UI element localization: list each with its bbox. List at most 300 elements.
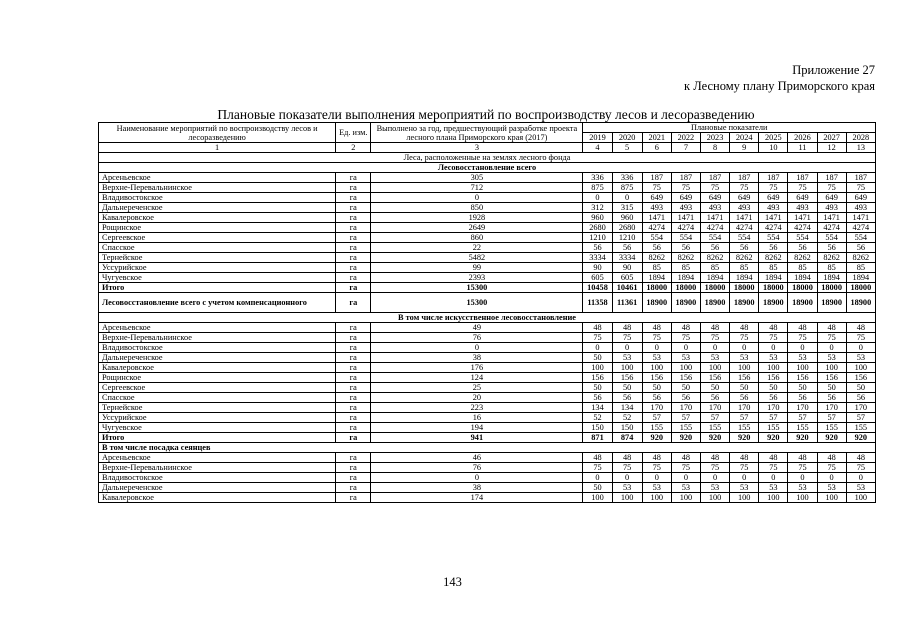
- column-number: 9: [730, 143, 759, 153]
- table-row: [99, 243, 876, 253]
- row-done-value: 25: [371, 383, 583, 393]
- row-plan-value: 150: [583, 423, 612, 433]
- row-plan-value: 1471: [671, 213, 700, 223]
- table-row: [99, 453, 876, 463]
- row-plan-value: 57: [846, 413, 875, 423]
- row-name: Верхне-Перевальнинское: [99, 463, 336, 473]
- row-plan-value: 554: [788, 233, 817, 243]
- row-plan-value: 75: [700, 333, 729, 343]
- row-plan-value: 1894: [817, 273, 846, 283]
- row-plan-value: 53: [671, 353, 700, 363]
- row-unit: га: [336, 473, 371, 483]
- row-plan-value: 920: [700, 433, 729, 443]
- row-plan-value: 90: [612, 263, 642, 273]
- row-plan-value: 0: [642, 473, 671, 483]
- row-plan-value: 50: [642, 383, 671, 393]
- row-plan-value: 56: [612, 393, 642, 403]
- row-unit: га: [336, 363, 371, 373]
- row-plan-value: 53: [759, 353, 788, 363]
- column-number: 1: [99, 143, 336, 153]
- row-plan-value: 1894: [759, 273, 788, 283]
- row-done-value: 99: [371, 263, 583, 273]
- row-plan-value: 85: [671, 263, 700, 273]
- row-unit: га: [336, 463, 371, 473]
- row-plan-value: 48: [671, 323, 700, 333]
- reforestation-table: [98, 122, 876, 503]
- row-plan-value: 18000: [788, 283, 817, 293]
- year-header: 2028: [846, 133, 875, 143]
- table-row: [99, 283, 876, 293]
- document-title: Плановые показатели выполнения мероприятий по воспроизводству лесов и лесоразведению: [217, 107, 755, 122]
- row-plan-value: 18000: [730, 283, 759, 293]
- column-number: 3: [371, 143, 583, 153]
- row-plan-value: 56: [817, 243, 846, 253]
- row-plan-value: 1894: [700, 273, 729, 283]
- row-plan-value: 48: [612, 453, 642, 463]
- row-plan-value: 18900: [671, 293, 700, 313]
- column-number: 5: [612, 143, 642, 153]
- row-plan-value: 50: [583, 483, 612, 493]
- row-name: Рощинское: [99, 373, 336, 383]
- row-plan-value: 18900: [700, 293, 729, 313]
- row-plan-value: 57: [700, 413, 729, 423]
- row-plan-value: 56: [730, 243, 759, 253]
- row-plan-value: 50: [671, 383, 700, 393]
- page-number: 143: [443, 575, 462, 589]
- row-plan-value: 18900: [846, 293, 875, 313]
- year-header: 2021: [642, 133, 671, 143]
- row-plan-value: 48: [583, 453, 612, 463]
- row-plan-value: 0: [759, 343, 788, 353]
- row-plan-value: 0: [817, 473, 846, 483]
- row-plan-value: 53: [788, 483, 817, 493]
- row-plan-value: 50: [583, 353, 612, 363]
- row-plan-value: 75: [759, 183, 788, 193]
- row-unit: га: [336, 373, 371, 383]
- column-number: 4: [583, 143, 612, 153]
- row-plan-value: 150: [612, 423, 642, 433]
- row-plan-value: 1471: [642, 213, 671, 223]
- row-plan-value: 48: [846, 323, 875, 333]
- table-row: [99, 183, 876, 193]
- row-plan-value: 336: [612, 173, 642, 183]
- row-plan-value: 90: [583, 263, 612, 273]
- row-plan-value: 920: [846, 433, 875, 443]
- row-plan-value: 960: [612, 213, 642, 223]
- row-plan-value: 554: [817, 233, 846, 243]
- row-done-value: 46: [371, 453, 583, 463]
- row-plan-value: 18000: [642, 283, 671, 293]
- row-name: Владивостокское: [99, 473, 336, 483]
- row-done-value: 22: [371, 243, 583, 253]
- table-row: [99, 333, 876, 343]
- row-plan-value: 649: [846, 193, 875, 203]
- row-plan-value: 75: [730, 183, 759, 193]
- row-plan-value: 48: [642, 453, 671, 463]
- row-plan-value: 50: [583, 383, 612, 393]
- row-unit: га: [336, 453, 371, 463]
- row-plan-value: 50: [788, 383, 817, 393]
- row-plan-value: 649: [642, 193, 671, 203]
- row-plan-value: 48: [612, 323, 642, 333]
- row-plan-value: 56: [671, 243, 700, 253]
- row-plan-value: 100: [612, 493, 642, 503]
- row-plan-value: 75: [612, 463, 642, 473]
- row-plan-value: 56: [700, 393, 729, 403]
- row-done-value: 2393: [371, 273, 583, 283]
- row-plan-value: 57: [642, 413, 671, 423]
- table-row: [99, 423, 876, 433]
- row-plan-value: 75: [759, 463, 788, 473]
- row-plan-value: 554: [671, 233, 700, 243]
- row-plan-value: 75: [671, 183, 700, 193]
- row-plan-value: 75: [730, 463, 759, 473]
- row-plan-value: 56: [846, 243, 875, 253]
- row-plan-value: 187: [759, 173, 788, 183]
- row-plan-value: 134: [612, 403, 642, 413]
- row-plan-value: 0: [583, 193, 612, 203]
- row-plan-value: 156: [788, 373, 817, 383]
- column-numbers-row: [99, 143, 876, 153]
- row-unit: га: [336, 233, 371, 243]
- row-plan-value: 50: [730, 383, 759, 393]
- row-plan-value: 155: [759, 423, 788, 433]
- row-plan-value: 155: [642, 423, 671, 433]
- row-plan-value: 0: [846, 343, 875, 353]
- row-plan-value: 493: [642, 203, 671, 213]
- row-plan-value: 156: [700, 373, 729, 383]
- row-plan-value: 18900: [642, 293, 671, 313]
- row-plan-value: 156: [846, 373, 875, 383]
- row-done-value: 15300: [371, 283, 583, 293]
- row-plan-value: 100: [671, 493, 700, 503]
- row-plan-value: 48: [730, 453, 759, 463]
- row-plan-value: 53: [730, 483, 759, 493]
- row-plan-value: 0: [612, 473, 642, 483]
- row-plan-value: 53: [642, 483, 671, 493]
- row-name: Спасское: [99, 243, 336, 253]
- column-number: 11: [788, 143, 817, 153]
- row-plan-value: 75: [612, 333, 642, 343]
- row-plan-value: 920: [642, 433, 671, 443]
- row-unit: га: [336, 293, 371, 313]
- row-name: Уссурийское: [99, 413, 336, 423]
- row-unit: га: [336, 413, 371, 423]
- row-plan-value: 1471: [700, 213, 729, 223]
- row-plan-value: 605: [612, 273, 642, 283]
- row-plan-value: 1471: [788, 213, 817, 223]
- row-name: Арсеньевское: [99, 173, 336, 183]
- row-plan-value: 554: [700, 233, 729, 243]
- row-plan-value: 10461: [612, 283, 642, 293]
- table-row: [99, 463, 876, 473]
- row-done-value: 0: [371, 343, 583, 353]
- table-row: [99, 433, 876, 443]
- table-row: [99, 353, 876, 363]
- row-plan-value: 875: [583, 183, 612, 193]
- row-plan-value: 75: [642, 183, 671, 193]
- row-plan-value: 1894: [788, 273, 817, 283]
- row-plan-value: 56: [788, 393, 817, 403]
- row-plan-value: 493: [846, 203, 875, 213]
- row-plan-value: 156: [730, 373, 759, 383]
- table-row: [99, 483, 876, 493]
- row-done-value: 0: [371, 473, 583, 483]
- row-unit: га: [336, 393, 371, 403]
- row-plan-value: 920: [759, 433, 788, 443]
- row-plan-value: 170: [788, 403, 817, 413]
- appendix-label: Приложение 27: [792, 63, 875, 77]
- row-plan-value: 56: [612, 243, 642, 253]
- table-row: [99, 173, 876, 183]
- row-done-value: 305: [371, 173, 583, 183]
- row-plan-value: 4274: [817, 223, 846, 233]
- row-plan-value: 48: [817, 453, 846, 463]
- row-plan-value: 170: [671, 403, 700, 413]
- row-name: Владивостокское: [99, 343, 336, 353]
- row-name: Уссурийское: [99, 263, 336, 273]
- row-plan-value: 75: [700, 183, 729, 193]
- row-done-value: 49: [371, 323, 583, 333]
- row-plan-value: 0: [730, 343, 759, 353]
- row-done-value: 174: [371, 493, 583, 503]
- row-done-value: 5482: [371, 253, 583, 263]
- row-unit: га: [336, 173, 371, 183]
- row-plan-value: 53: [700, 353, 729, 363]
- row-name: Кавалеровское: [99, 493, 336, 503]
- year-header: 2023: [700, 133, 729, 143]
- row-plan-value: 874: [612, 433, 642, 443]
- year-header: 2019: [583, 133, 612, 143]
- row-done-value: 20: [371, 393, 583, 403]
- row-plan-value: 48: [583, 323, 612, 333]
- row-plan-value: 48: [700, 323, 729, 333]
- row-plan-value: 18900: [759, 293, 788, 313]
- row-plan-value: 10458: [583, 283, 612, 293]
- appendix-reference: к Лесному плану Приморского края: [684, 79, 875, 93]
- row-done-value: 850: [371, 203, 583, 213]
- row-plan-value: 85: [730, 263, 759, 273]
- row-plan-value: 18000: [759, 283, 788, 293]
- table-row: [99, 323, 876, 333]
- row-plan-value: 1210: [583, 233, 612, 243]
- row-name: Сергеевское: [99, 233, 336, 243]
- row-unit: га: [336, 253, 371, 263]
- row-plan-value: 170: [817, 403, 846, 413]
- row-plan-value: 75: [817, 463, 846, 473]
- row-done-value: 176: [371, 363, 583, 373]
- row-plan-value: 920: [671, 433, 700, 443]
- row-plan-value: 50: [846, 383, 875, 393]
- row-name: Верхне-Перевальнинское: [99, 333, 336, 343]
- row-plan-value: 1471: [817, 213, 846, 223]
- row-name: Итого: [99, 433, 336, 443]
- row-plan-value: 493: [730, 203, 759, 213]
- row-unit: га: [336, 483, 371, 493]
- row-done-value: 76: [371, 333, 583, 343]
- table-row: [99, 203, 876, 213]
- row-plan-value: 100: [730, 363, 759, 373]
- row-plan-value: 75: [817, 183, 846, 193]
- row-plan-value: 920: [788, 433, 817, 443]
- row-plan-value: 56: [788, 243, 817, 253]
- column-header-plan: Плановые показатели: [583, 123, 876, 133]
- table-row: [99, 493, 876, 503]
- row-plan-value: 100: [846, 493, 875, 503]
- row-plan-value: 2680: [612, 223, 642, 233]
- row-plan-value: 1894: [730, 273, 759, 283]
- row-plan-value: 170: [759, 403, 788, 413]
- row-plan-value: 85: [817, 263, 846, 273]
- table-row: [99, 223, 876, 233]
- row-done-value: 38: [371, 483, 583, 493]
- row-unit: га: [336, 493, 371, 503]
- row-plan-value: 52: [612, 413, 642, 423]
- row-plan-value: 56: [759, 393, 788, 403]
- row-plan-value: 4274: [642, 223, 671, 233]
- row-plan-value: 170: [642, 403, 671, 413]
- row-plan-value: 554: [642, 233, 671, 243]
- row-plan-value: 4274: [671, 223, 700, 233]
- row-plan-value: 554: [846, 233, 875, 243]
- table-row: [99, 253, 876, 263]
- year-header: 2027: [817, 133, 846, 143]
- row-plan-value: 100: [759, 363, 788, 373]
- row-plan-value: 155: [817, 423, 846, 433]
- row-plan-value: 100: [671, 363, 700, 373]
- row-name: Тернейское: [99, 253, 336, 263]
- row-plan-value: 53: [612, 483, 642, 493]
- row-plan-value: 53: [846, 353, 875, 363]
- row-plan-value: 75: [788, 183, 817, 193]
- column-header-done: Выполнено за год, предшествующий разработке проекта лесного плана Приморского края (2017): [371, 123, 583, 143]
- row-plan-value: 8262: [671, 253, 700, 263]
- row-plan-value: 187: [788, 173, 817, 183]
- row-plan-value: 2680: [583, 223, 612, 233]
- row-unit: га: [336, 433, 371, 443]
- row-done-value: 941: [371, 433, 583, 443]
- row-plan-value: 0: [642, 343, 671, 353]
- row-plan-value: 11358: [583, 293, 612, 313]
- column-header-name: Наименование мероприятий по воспроизводству лесов и лесоразведению: [99, 123, 336, 143]
- row-plan-value: 53: [642, 353, 671, 363]
- row-plan-value: 100: [730, 493, 759, 503]
- row-plan-value: 0: [700, 473, 729, 483]
- row-unit: га: [336, 193, 371, 203]
- column-header-unit: Ед. изм.: [336, 123, 371, 143]
- row-plan-value: 57: [759, 413, 788, 423]
- row-plan-value: 1471: [846, 213, 875, 223]
- row-plan-value: 50: [612, 383, 642, 393]
- row-done-value: 712: [371, 183, 583, 193]
- row-done-value: 223: [371, 403, 583, 413]
- row-plan-value: 187: [817, 173, 846, 183]
- row-name: Кавалеровское: [99, 213, 336, 223]
- row-plan-value: 53: [730, 353, 759, 363]
- row-plan-value: 156: [671, 373, 700, 383]
- row-plan-value: 75: [817, 333, 846, 343]
- column-number: 2: [336, 143, 371, 153]
- row-done-value: 15300: [371, 293, 583, 313]
- row-plan-value: 48: [759, 453, 788, 463]
- row-unit: га: [336, 353, 371, 363]
- row-plan-value: 56: [730, 393, 759, 403]
- row-plan-value: 100: [817, 363, 846, 373]
- row-name: Спасское: [99, 393, 336, 403]
- row-plan-value: 493: [817, 203, 846, 213]
- table-row: [99, 393, 876, 403]
- row-done-value: 860: [371, 233, 583, 243]
- row-plan-value: 156: [642, 373, 671, 383]
- row-plan-value: 871: [583, 433, 612, 443]
- row-plan-value: 4274: [730, 223, 759, 233]
- row-plan-value: 56: [846, 393, 875, 403]
- row-plan-value: 57: [671, 413, 700, 423]
- row-plan-value: 75: [700, 463, 729, 473]
- row-unit: га: [336, 203, 371, 213]
- row-name: Сергеевское: [99, 383, 336, 393]
- row-plan-value: 0: [788, 343, 817, 353]
- column-number: 10: [759, 143, 788, 153]
- row-plan-value: 53: [846, 483, 875, 493]
- row-unit: га: [336, 333, 371, 343]
- row-unit: га: [336, 323, 371, 333]
- row-plan-value: 75: [671, 333, 700, 343]
- row-plan-value: 312: [583, 203, 612, 213]
- row-plan-value: 8262: [642, 253, 671, 263]
- row-name: Верхне-Перевальнинское: [99, 183, 336, 193]
- row-plan-value: 53: [671, 483, 700, 493]
- table-row: [99, 263, 876, 273]
- row-plan-value: 649: [759, 193, 788, 203]
- row-plan-value: 48: [700, 453, 729, 463]
- row-done-value: 1928: [371, 213, 583, 223]
- year-header: 2024: [730, 133, 759, 143]
- row-plan-value: 53: [817, 483, 846, 493]
- year-header: 2026: [788, 133, 817, 143]
- row-plan-value: 75: [730, 333, 759, 343]
- row-plan-value: 0: [671, 343, 700, 353]
- row-unit: га: [336, 343, 371, 353]
- row-unit: га: [336, 243, 371, 253]
- row-plan-value: 50: [700, 383, 729, 393]
- row-plan-value: 0: [730, 473, 759, 483]
- table-row: [99, 473, 876, 483]
- row-plan-value: 56: [700, 243, 729, 253]
- row-name: Чугуевское: [99, 423, 336, 433]
- row-plan-value: 48: [730, 323, 759, 333]
- row-plan-value: 4274: [846, 223, 875, 233]
- row-plan-value: 56: [671, 393, 700, 403]
- table-caption: Леса, расположенные на землях лесного фонда: [99, 153, 876, 163]
- row-plan-value: 155: [671, 423, 700, 433]
- row-plan-value: 649: [817, 193, 846, 203]
- row-unit: га: [336, 263, 371, 273]
- row-name: Кавалеровское: [99, 363, 336, 373]
- row-plan-value: 75: [642, 463, 671, 473]
- row-plan-value: 100: [642, 363, 671, 373]
- row-plan-value: 8262: [788, 253, 817, 263]
- row-plan-value: 56: [642, 393, 671, 403]
- row-plan-value: 75: [846, 463, 875, 473]
- row-plan-value: 0: [700, 343, 729, 353]
- row-plan-value: 187: [671, 173, 700, 183]
- row-plan-value: 554: [730, 233, 759, 243]
- row-name: Чугуевское: [99, 273, 336, 283]
- row-plan-value: 85: [846, 263, 875, 273]
- row-plan-value: 50: [817, 383, 846, 393]
- row-name: Арсеньевское: [99, 323, 336, 333]
